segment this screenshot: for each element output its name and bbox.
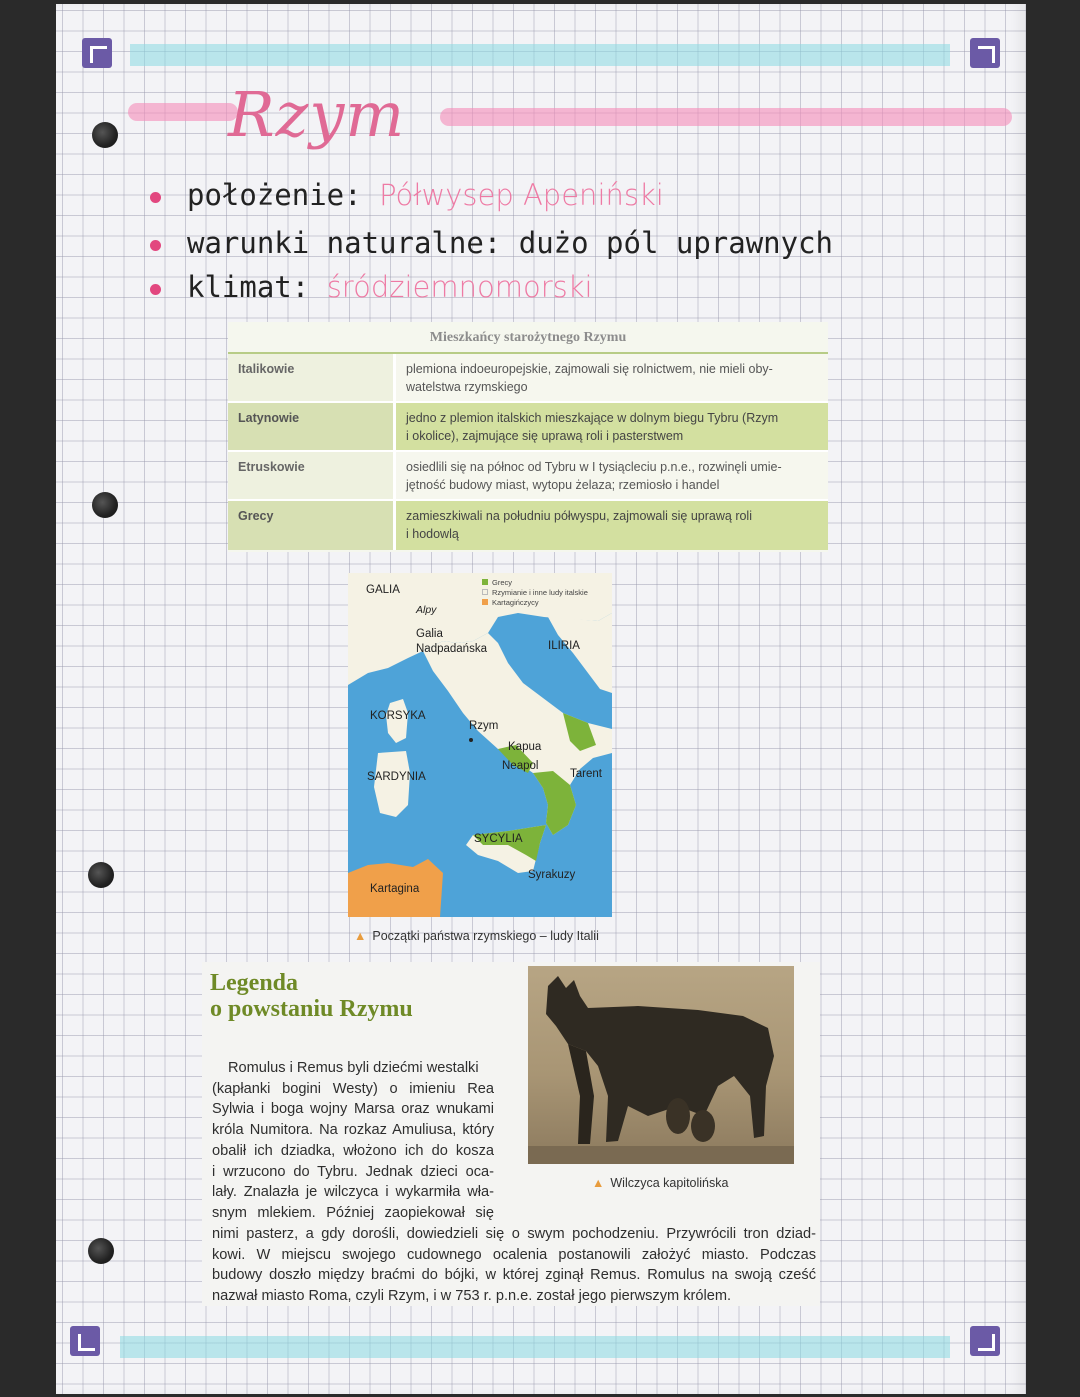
text-line: budowy doszło między braćmi do bójki, w której zginął Remus. Romulus na swoją cześć <box>212 1267 816 1284</box>
table-row <box>228 452 828 501</box>
map-label-kapua: Kapua <box>508 741 542 753</box>
bullet-icon <box>150 192 161 203</box>
map-label-iliria: ILIRIA <box>548 640 580 652</box>
table-row <box>228 403 828 452</box>
text-line: obalił ich dziadka, włożono ich do kosza <box>212 1142 494 1159</box>
city-rzym-dot <box>469 738 473 742</box>
punch-hole <box>92 492 118 518</box>
bullet-icon <box>150 284 161 295</box>
map-label-galia-np: Nadpadańska <box>416 643 487 655</box>
map-label-galia: GALIA <box>366 584 400 596</box>
note-label: warunki naturalne: <box>187 226 502 260</box>
legend-label: Kartagińczycy <box>492 598 539 608</box>
bullet-icon <box>150 240 161 251</box>
title-underline-right <box>440 108 1012 126</box>
desc-line: zamieszkiwali na południu półwyspu, zajmowali się uprawą roli <box>406 509 752 523</box>
twin-right <box>691 1110 715 1142</box>
legend-title <box>210 970 413 1023</box>
corner-logo-bottom-right-icon <box>970 1326 1000 1356</box>
triangle-icon: ▲ <box>354 929 367 943</box>
desc-line: plemiona indoeuropejskie, zajmowali się rolnictwem, nie mieli oby- <box>406 362 773 376</box>
table-cell-desc <box>393 501 828 550</box>
legend-entry <box>482 588 588 598</box>
inhabitants-table <box>228 322 828 552</box>
legend-title-line: Legenda <box>210 970 299 996</box>
map-label-alpy: Alpy <box>416 604 437 616</box>
map-label-kartagina: Kartagina <box>370 883 420 895</box>
table-cell-desc <box>393 403 828 450</box>
note-value: śródziemnomorski <box>326 270 593 304</box>
map-label-neapol: Neapol <box>502 760 539 772</box>
text-line: lały. Znalazła je wilczyca i wykarmiła wła- <box>212 1184 494 1201</box>
desc-line: watelstwa rzymskiego <box>406 380 528 395</box>
punch-hole <box>88 862 114 888</box>
legend-title-line: o powstaniu Rzymu <box>210 996 413 1023</box>
desc-line: i hodowlą <box>406 527 459 542</box>
she-wolf-sculpture <box>528 966 794 1164</box>
italy-map <box>348 573 612 917</box>
note-label: klimat: <box>187 270 310 304</box>
punch-hole <box>88 1238 114 1264</box>
note-value: dużo pól uprawnych <box>518 226 834 260</box>
top-highlight-band <box>130 44 950 66</box>
legend-label: Rzymianie i inne ludy italskie <box>492 588 588 598</box>
table-cell-people: Grecy <box>228 501 393 550</box>
note-climate <box>150 270 593 304</box>
text-line: nimi pasterz, a gdy dorośli, dowiedzieli się o swym pochodzeniu. Przywrócili tron dziad- <box>212 1226 816 1242</box>
desc-line: osiedlili się na północ od Tybru w I tysiącleciu p.n.e., rozwinęli umie- <box>406 460 782 474</box>
title-underline-left <box>128 103 238 121</box>
note-label: położenie: <box>187 178 362 212</box>
bottom-highlight-band <box>120 1336 950 1358</box>
corner-logo-top-left-icon <box>82 38 112 68</box>
text-line: snym mlekiem. Później zaopiekował się <box>212 1204 494 1221</box>
legend-text-wide <box>212 1224 816 1307</box>
map-label-korsyka: KORSYKA <box>370 710 426 722</box>
text-line: i wrzucono do Tybru. Jednak dzieci oca- <box>212 1163 494 1180</box>
corner-logo-top-right-icon <box>970 38 1000 68</box>
corner-logo-bottom-left-icon <box>70 1326 100 1356</box>
legend-entry <box>482 578 588 588</box>
map-label-rzym: Rzym <box>469 720 499 732</box>
map-graphic <box>348 573 612 917</box>
map-label-syrakuzy: Syrakuzy <box>528 869 576 881</box>
land-balkans <box>548 613 612 693</box>
text-line: króla Numitora. Na rozkaz Amuliusa, który <box>212 1122 494 1139</box>
table-cell-desc <box>393 354 828 401</box>
legend-label: Grecy <box>492 578 513 587</box>
map-label-galia-np: Galia <box>416 628 443 640</box>
pedestal <box>528 1146 794 1164</box>
land-sardinia <box>374 751 410 817</box>
map-label-sycylia: SYCYLIA <box>474 833 523 845</box>
map-label-tarent: Tarent <box>570 768 602 780</box>
punch-hole <box>92 122 118 148</box>
legend-text-narrow <box>212 1058 494 1224</box>
text-line: (kapłanki bogini Westy) o imieniu Rea <box>212 1080 494 1097</box>
note-conditions <box>150 226 833 260</box>
desc-line: i okolice), zajmujące się uprawą roli i pasterstwem <box>406 429 684 444</box>
map-label-sardynia: SARDYNIA <box>367 771 426 783</box>
photo-caption <box>592 1176 728 1190</box>
table-cell-people: Etruskowie <box>228 452 393 499</box>
table-cell-people: Latynowie <box>228 403 393 450</box>
legend-swatch <box>482 589 488 595</box>
legend-swatch <box>482 599 488 605</box>
text-line: Romulus i Remus byli dziećmi westalki <box>228 1060 479 1076</box>
table-cell-desc <box>393 452 828 499</box>
text-line: nazwał miasto Roma, czyli Rzym, i w 753 r. p.n.e. został jego pierwszym królem. <box>212 1288 732 1305</box>
note-location <box>150 178 664 212</box>
page-title: Rzym <box>228 78 406 151</box>
desc-line: jętność budowy miast, wytopu żelaza; rzemiosło i handel <box>406 478 720 493</box>
table-title: Mieszkańcy starożytnego Rzymu <box>228 322 828 354</box>
photo-caption-text: Wilczyca kapitolińska <box>610 1176 729 1190</box>
text-line: Sylwia i boga wojny Marsa oraz wnukami <box>212 1101 494 1118</box>
map-legend <box>482 578 588 608</box>
note-value: Półwysep Apeniński <box>379 178 664 212</box>
wolf-leg <box>568 1044 594 1144</box>
triangle-icon: ▲ <box>592 1176 605 1190</box>
map-caption <box>354 929 599 943</box>
text-line: kowi. W miejscu swojego cudownego ocalenia postanowili założyć miasto. Podczas <box>212 1246 816 1263</box>
legend-entry <box>482 598 588 608</box>
legend-swatch <box>482 579 488 585</box>
twin-left <box>666 1098 690 1134</box>
table-row <box>228 354 828 403</box>
she-wolf-photo <box>528 966 794 1164</box>
desc-line: jedno z plemion italskich mieszkające w dolnym biegu Tybru (Rzym <box>406 411 779 425</box>
map-caption-text: Początki państwa rzymskiego – ludy Italii <box>372 929 599 943</box>
table-cell-people: Italikowie <box>228 354 393 401</box>
table-row <box>228 501 828 550</box>
